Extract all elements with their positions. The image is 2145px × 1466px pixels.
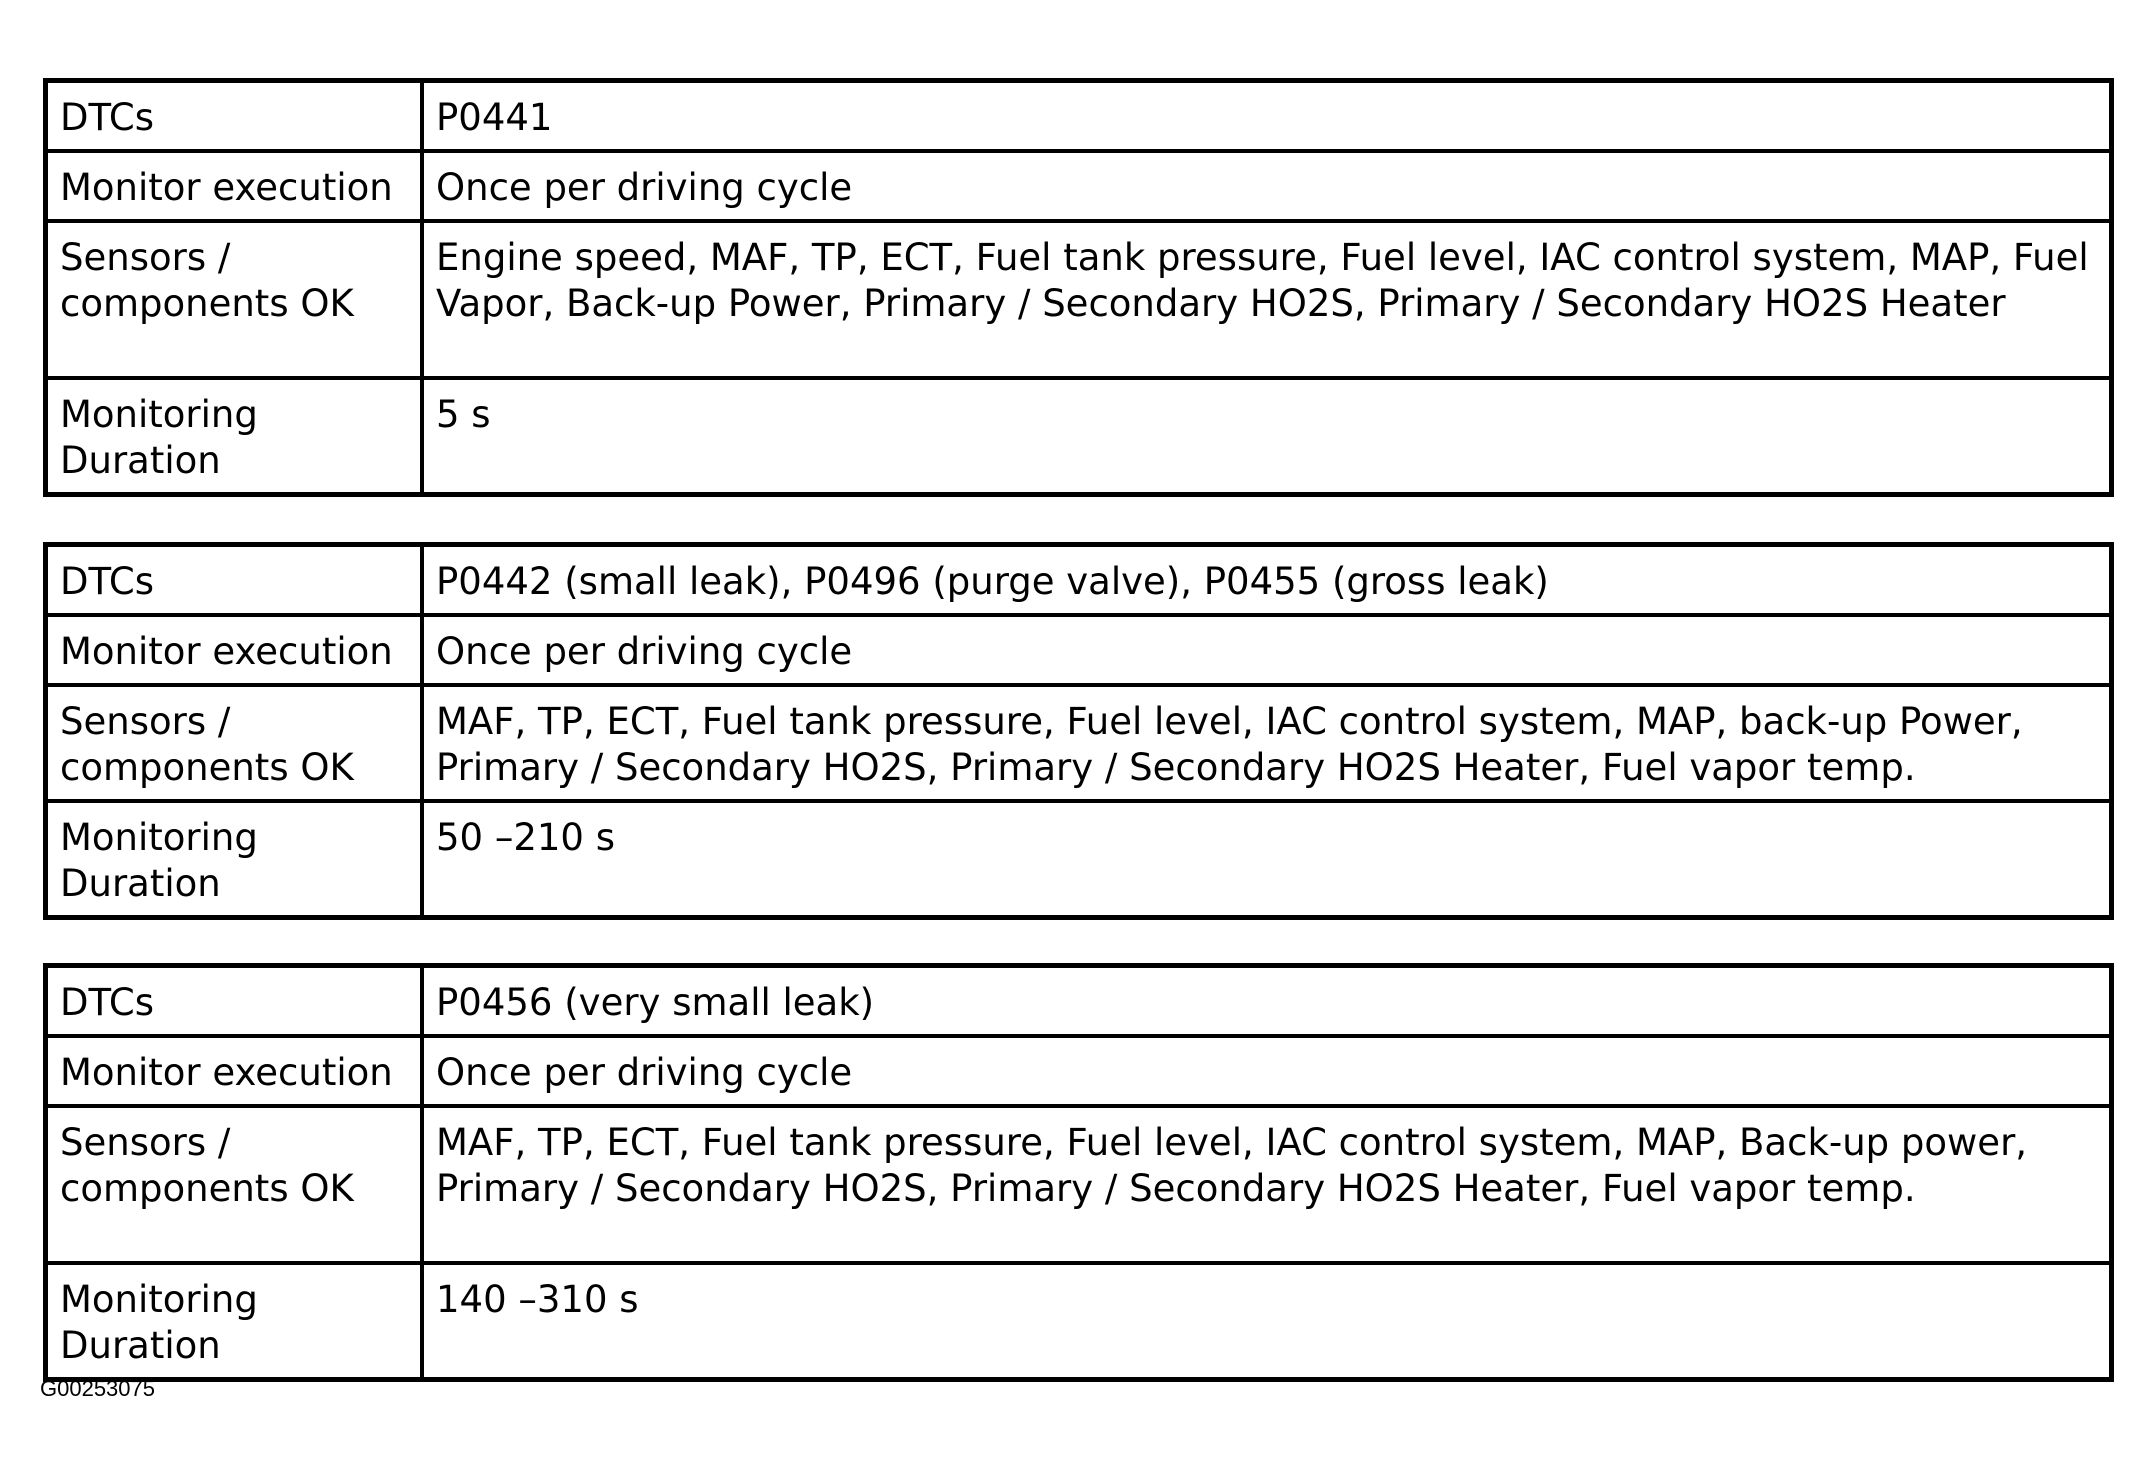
row-label-monitor-execution: Monitor execution: [46, 151, 423, 221]
table-row: [46, 1036, 2112, 1106]
row-value-dtcs: P0456 (very small leak): [422, 966, 2112, 1037]
row-value-monitoring-duration: 5 s: [422, 378, 2112, 495]
row-label-monitor-execution: Monitor execution: [46, 1036, 423, 1106]
monitor-table-3: [43, 963, 2114, 1382]
row-value-dtcs: P0441: [422, 81, 2112, 152]
row-value-sensors-components: Engine speed, MAF, TP, ECT, Fuel tank pressure, Fuel level, IAC control system, MAP, Fuel Vapor, Back-up Power, Primary / Secondary HO2S, Primary / Secondary HO2S Heater: [422, 221, 2112, 378]
table-row: [46, 151, 2112, 221]
table-row: [46, 685, 2112, 801]
row-value-monitor-execution: Once per driving cycle: [422, 1036, 2112, 1106]
row-value-sensors-components: MAF, TP, ECT, Fuel tank pressure, Fuel level, IAC control system, MAP, back-up Power, Primary / Secondary HO2S, Primary / Secondary HO2S Heater, Fuel vapor temp.: [422, 685, 2112, 801]
table-row: [46, 615, 2112, 685]
table-row: [46, 221, 2112, 378]
row-label-dtcs: DTCs: [46, 966, 423, 1037]
row-label-dtcs: DTCs: [46, 545, 423, 616]
table-row: [46, 81, 2112, 152]
monitor-table-2: [43, 542, 2114, 920]
row-label-dtcs: DTCs: [46, 81, 423, 152]
monitor-table-1: [43, 78, 2114, 497]
row-label-monitor-execution: Monitor execution: [46, 615, 423, 685]
row-label-monitoring-duration: Monitoring Duration: [46, 1263, 423, 1380]
table-row: [46, 1106, 2112, 1263]
row-value-dtcs: P0442 (small leak), P0496 (purge valve), P0455 (gross leak): [422, 545, 2112, 616]
row-label-sensors-components: Sensors / components OK: [46, 685, 423, 801]
row-value-sensors-components: MAF, TP, ECT, Fuel tank pressure, Fuel level, IAC control system, MAP, Back-up power, Primary / Secondary HO2S, Primary / Secondary HO2S Heater, Fuel vapor temp.: [422, 1106, 2112, 1263]
table-row: [46, 966, 2112, 1037]
figure-id: G00253075: [40, 1376, 155, 1401]
table-row: [46, 1263, 2112, 1380]
row-label-sensors-components: Sensors / components OK: [46, 1106, 423, 1263]
row-label-sensors-components: Sensors / components OK: [46, 221, 423, 378]
row-value-monitoring-duration: 50 –210 s: [422, 801, 2112, 918]
table-row: [46, 545, 2112, 616]
table-row: [46, 801, 2112, 918]
row-label-monitoring-duration: Monitoring Duration: [46, 801, 423, 918]
row-value-monitor-execution: Once per driving cycle: [422, 151, 2112, 221]
row-label-monitoring-duration: Monitoring Duration: [46, 378, 423, 495]
row-value-monitor-execution: Once per driving cycle: [422, 615, 2112, 685]
row-value-monitoring-duration: 140 –310 s: [422, 1263, 2112, 1380]
table-row: [46, 378, 2112, 495]
